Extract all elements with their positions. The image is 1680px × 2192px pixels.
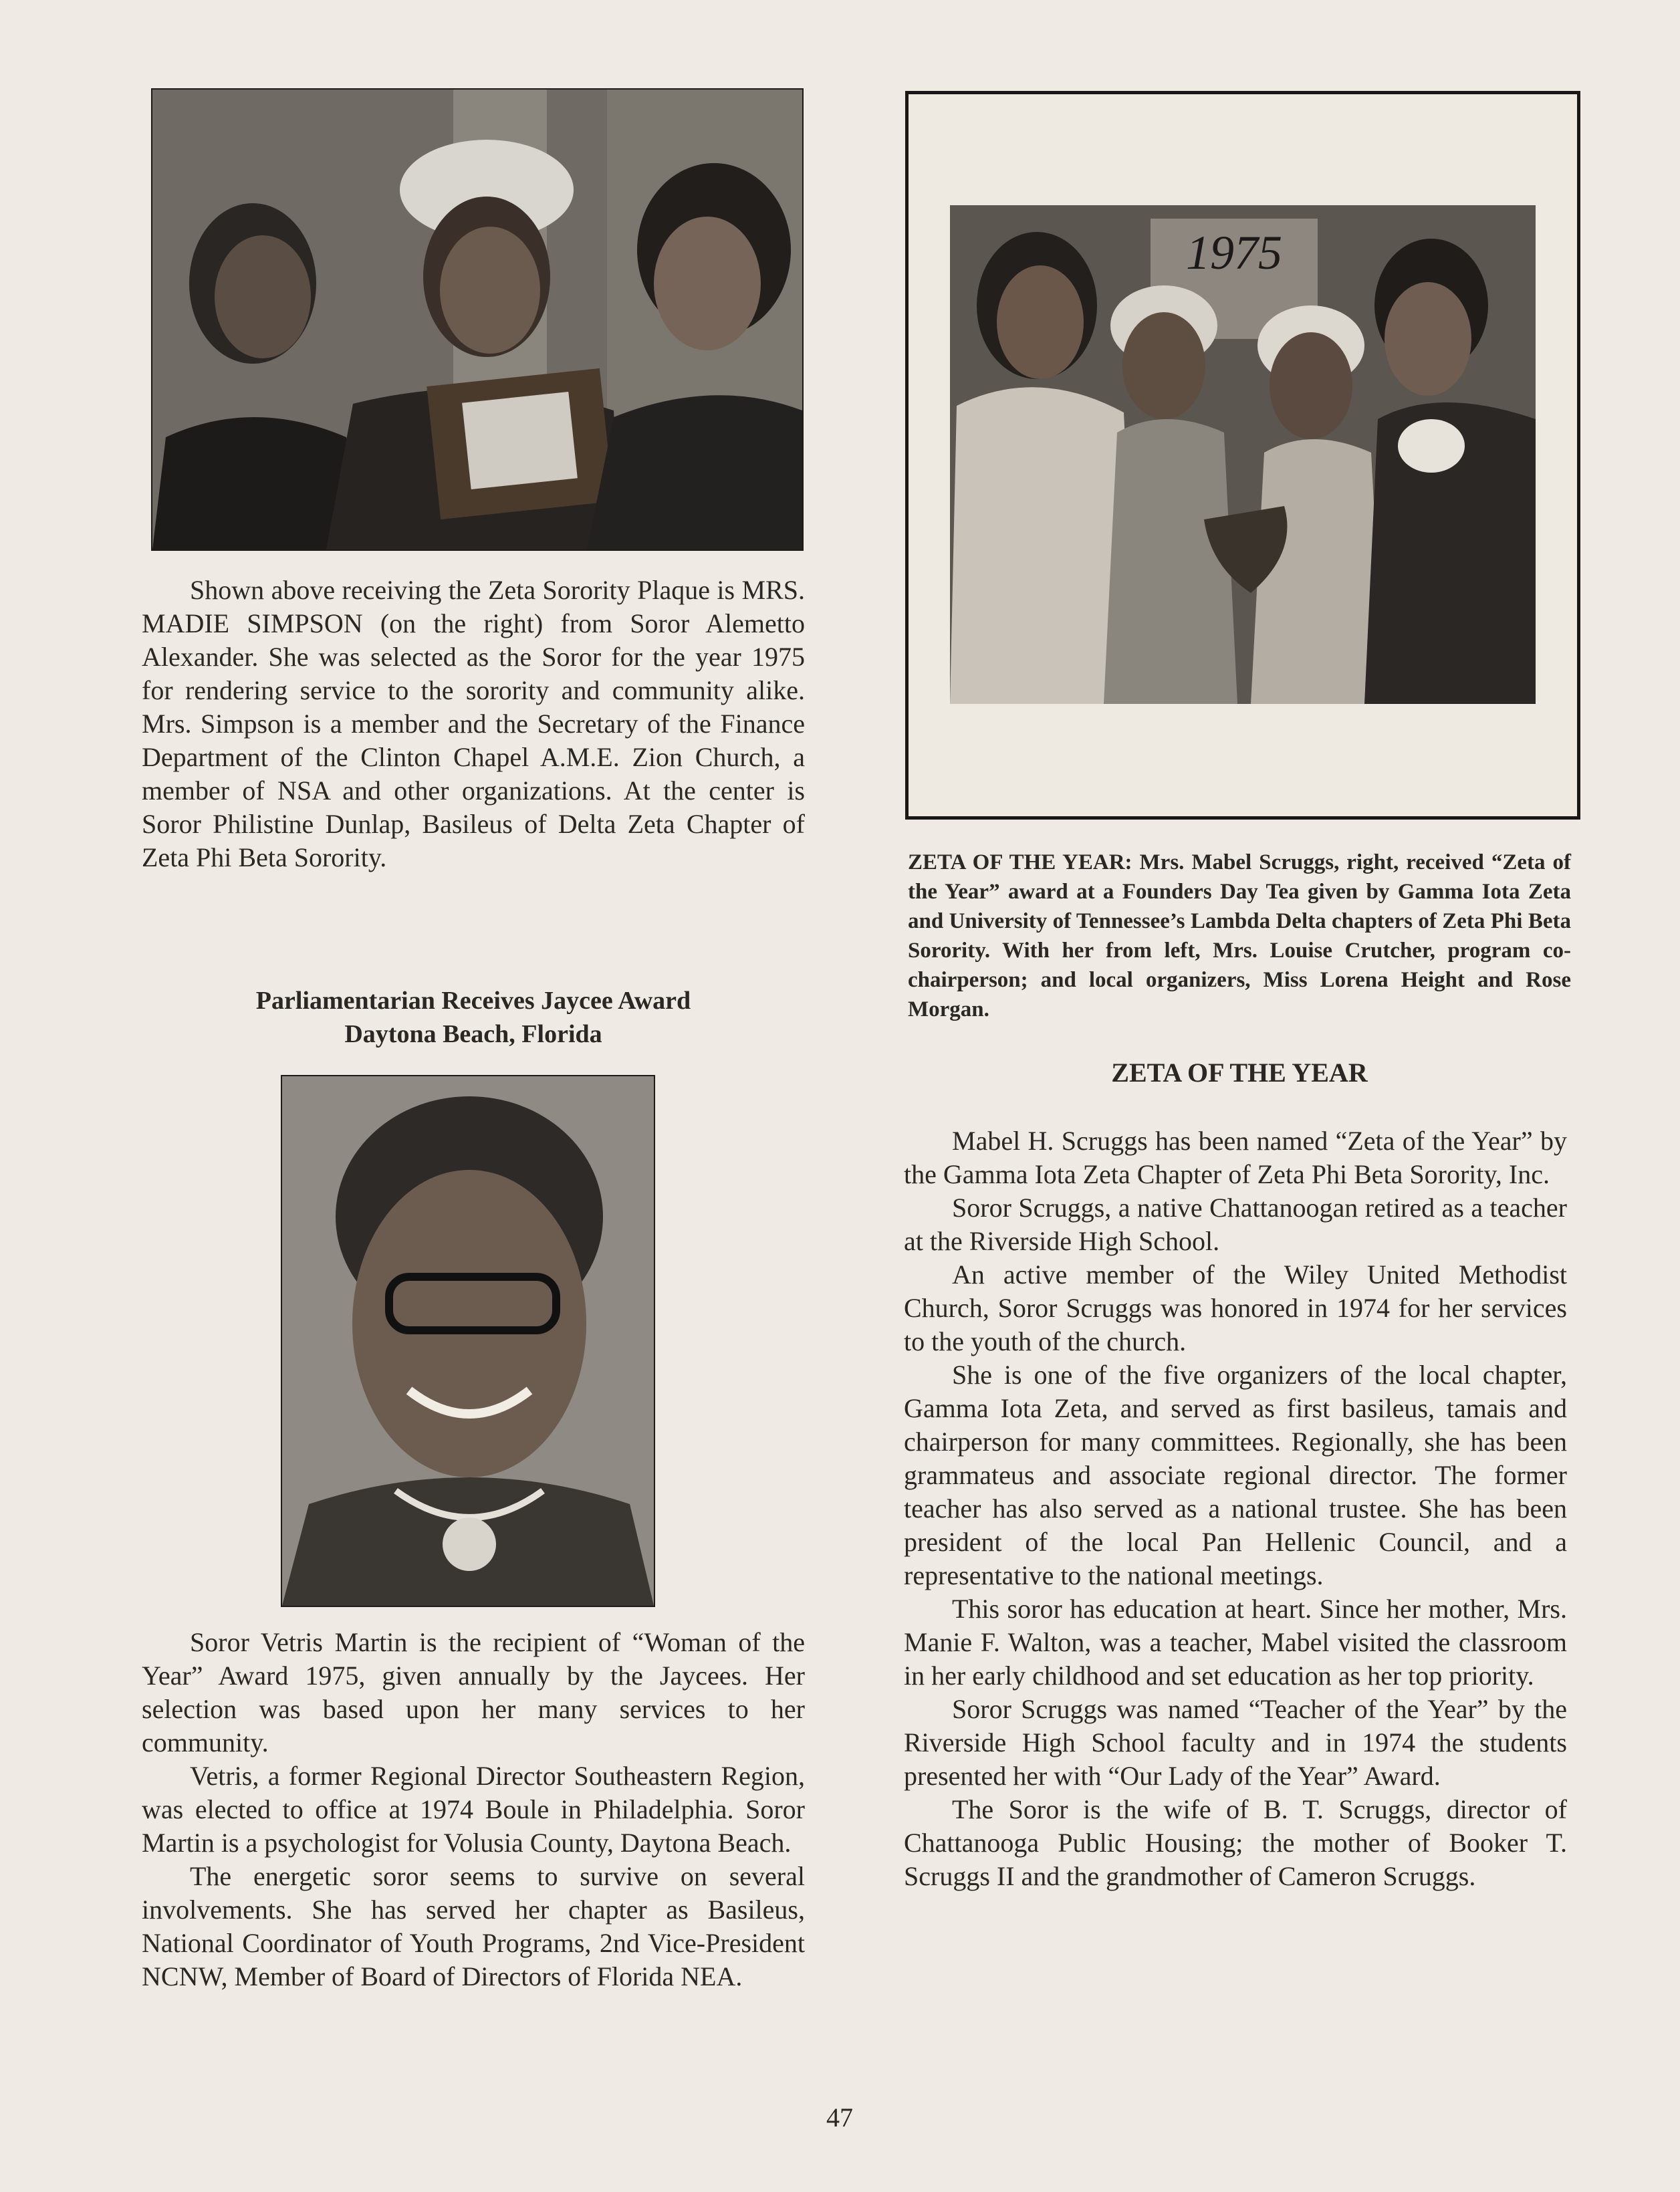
plaque-caption-text: Shown above receiving the Zeta Sorority Plaque is MRS. MADIE SIMPSON (on the right) from Soror Alemetto Alexander. She was selected as the Soror for the year 1975 for rendering service to the sorority and community alike. Mrs. Simpson is a member and the Secretary of the Finance Department of the Clinton Chapel A.M.E. Zion Church, a member of NSA and other organizations. At the center is Soror Philistine Dunlap, Basileus of Delta Zeta Chapter of Zeta Phi Beta Sorority.: [142, 575, 805, 872]
page-number: 47: [826, 2102, 853, 2133]
zeta-photo-caption-text: ZETA OF THE YEAR: Mrs. Mabel Scruggs, right, received “Zeta of the Year” award at a Founders Day Tea given by Gamma Iota Zeta and University of Tennessee’s Lambda Delta chapters of Zeta Phi Beta Sorority. With her from left, Mrs. Louise Crutcher, program co-chairperson; and local organizers, Miss Lorena Height and Rose Morgan.: [908, 850, 1571, 1021]
zeta-paragraph-6: Soror Scruggs was named “Teacher of the Year” by the Riverside High School faculty and in 1974 the students presented her with “Our Lady of the Year” Award.: [904, 1694, 1567, 1791]
vetris-martin-portrait-photo: [281, 1075, 655, 1607]
zeta-paragraph-3: An active member of the Wiley United Methodist Church, Soror Scruggs was honored in 1974 for her services to the youth of the church.: [904, 1259, 1567, 1356]
zeta-article-heading: [908, 1056, 1571, 1090]
martin-paragraph-2: Vetris, a former Regional Director Southeastern Region, was elected to office at 1974 Boule in Philadelphia. Soror Martin is a psychologist for Volusia County, Daytona Beach.: [142, 1761, 805, 1858]
martin-paragraph-3: The energetic soror seems to survive on several involvements. She has served her chapter as Basileus, National Coordinator of Youth Programs, 2nd Vice-President NCNW, Member of Board of Directors of Florida NEA.: [142, 1861, 805, 1991]
jaycee-heading-line1: Parliamentarian Receives Jaycee Award: [255, 987, 691, 1015]
zeta-paragraph-5: This soror has education at heart. Since her mother, Mrs. Manie F. Walton, was a teacher, Mabel visited the classroom in her early childhood and set education as her top priority.: [904, 1594, 1567, 1691]
plaque-presentation-photo: [151, 88, 804, 551]
plaque-caption: [142, 574, 805, 874]
martin-paragraph-1: Soror Vetris Martin is the recipient of “Woman of the Year” Award 1975, given annually by the Jaycees. Her selection was based upon her many services to her community.: [142, 1627, 805, 1757]
zeta-paragraph-2: Soror Scruggs, a native Chattanoogan retired as a teacher at the Riverside High School.: [904, 1193, 1567, 1256]
jaycee-heading: [142, 984, 805, 1051]
zeta-of-the-year-photo: [950, 205, 1536, 704]
martin-article: [142, 1626, 805, 1993]
jaycee-heading-line2: Daytona Beach, Florida: [344, 1020, 602, 1048]
zeta-article-heading-text: ZETA OF THE YEAR: [1111, 1058, 1368, 1088]
photo-banner-1975: 1975: [1186, 226, 1282, 279]
zeta-paragraph-1: Mabel H. Scruggs has been named “Zeta of the Year” by the Gamma Iota Zeta Chapter of Zeta Phi Beta Sorority, Inc.: [904, 1126, 1567, 1189]
zeta-article-body: [904, 1124, 1567, 1893]
zeta-paragraph-4: She is one of the five organizers of the local chapter, Gamma Iota Zeta, and served as first basileus, tamais and chairperson for many committees. Regionally, she has been grammateus and associate regional director. The former teacher has also served as a national trustee. She has been president of the local Pan Hellenic Council, and a representative to the national meetings.: [904, 1360, 1567, 1590]
zeta-paragraph-7: The Soror is the wife of B. T. Scruggs, director of Chattanooga Public Housing; the mother of Booker T. Scruggs II and the grandmother of Cameron Scruggs.: [904, 1794, 1567, 1891]
zeta-of-the-year-photo-frame: [905, 91, 1580, 820]
zeta-photo-caption: [908, 848, 1571, 1024]
